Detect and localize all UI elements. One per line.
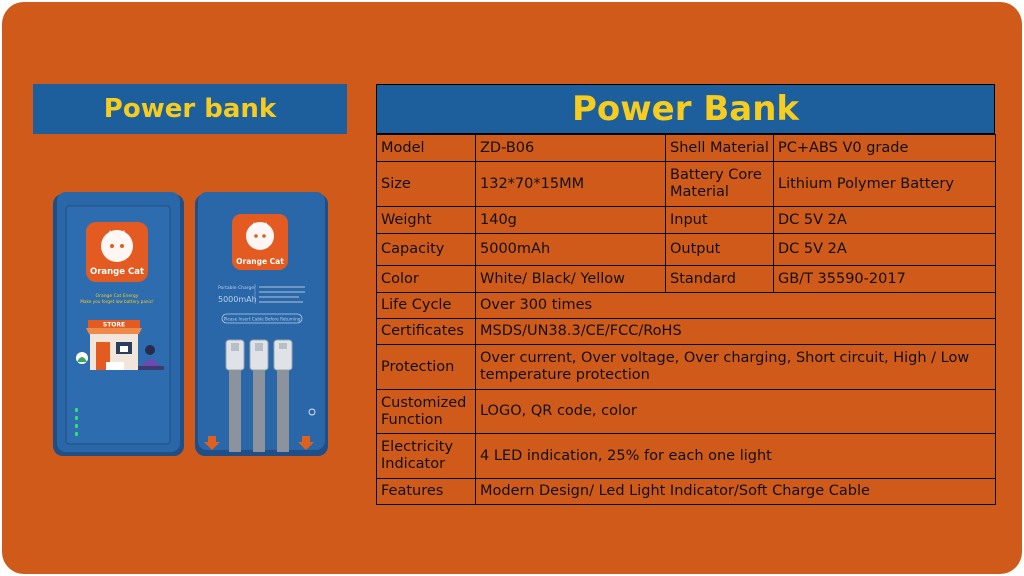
spec-row-features	[377, 479, 996, 505]
spec-value: ZD-B06	[476, 135, 666, 162]
spec-row-customized-function	[377, 390, 996, 434]
spec-value: White/ Black/ Yellow	[476, 266, 666, 293]
spec-label: Input	[666, 207, 774, 234]
spec-label: Capacity	[377, 234, 476, 266]
spec-label: Standard	[666, 266, 774, 293]
spec-value: 132*70*15MM	[476, 162, 666, 207]
front-tagline-2: Make you forget low battery panic!	[80, 299, 154, 304]
spec-label: Shell Material	[666, 135, 774, 162]
power-bank-illustration	[50, 190, 330, 460]
spec-value: 140g	[476, 207, 666, 234]
store-sign-text: STORE	[102, 321, 126, 329]
spec-value: DC 5V 2A	[774, 234, 996, 266]
spec-row-certificates	[377, 319, 996, 345]
spec-label: Customized Function	[377, 390, 476, 434]
spec-table	[376, 134, 996, 505]
spec-row-size	[377, 162, 996, 207]
spec-label: Model	[377, 135, 476, 162]
spec-table-title: Power Bank	[376, 84, 995, 134]
spec-row-color	[377, 266, 996, 293]
spec-value: 5000mAh	[476, 234, 666, 266]
spec-label: Certificates	[377, 319, 476, 345]
spec-value: Modern Design/ Led Light Indicator/Soft Charge Cable	[476, 479, 996, 505]
spec-label: Features	[377, 479, 476, 505]
spec-value: DC 5V 2A	[774, 207, 996, 234]
spec-label: Protection	[377, 345, 476, 390]
spec-value: 4 LED indication, 25% for each one light	[476, 434, 996, 479]
spec-label: Battery Core Material	[666, 162, 774, 207]
front-brand-text: Orange Cat	[89, 267, 145, 277]
spec-value: GB/T 35590-2017	[774, 266, 996, 293]
spec-row-model	[377, 135, 996, 162]
back-notice-text: Please Insert Cable Before Returning	[223, 316, 301, 322]
spec-label: Size	[377, 162, 476, 207]
spec-value: Lithium Polymer Battery	[774, 162, 996, 207]
spec-label: Weight	[377, 207, 476, 234]
spec-value: LOGO, QR code, color	[476, 390, 996, 434]
left-title: Power bank	[33, 84, 347, 134]
cable-connectors	[226, 340, 292, 452]
spec-row-weight	[377, 207, 996, 234]
back-capacity-text: 5000mAh	[218, 295, 257, 304]
spec-value: Over current, Over voltage, Over charging, Short circuit, High / Low temperature protection	[476, 345, 996, 390]
spec-row-protection	[377, 345, 996, 390]
spec-row-electricity-indicator	[377, 434, 996, 479]
spec-row-life-cycle	[377, 293, 996, 319]
front-tagline-1: Orange Cat Energy	[95, 294, 139, 299]
spec-value: Over 300 times	[476, 293, 996, 319]
spec-label: Life Cycle	[377, 293, 476, 319]
spec-value: MSDS/UN38.3/CE/FCC/RoHS	[476, 319, 996, 345]
spec-row-capacity	[377, 234, 996, 266]
back-brand-text: Orange Cat	[236, 257, 284, 266]
power-bank-back	[195, 192, 328, 456]
back-small-label: Portable Charger	[218, 286, 256, 291]
spec-label: Electricity Indicator	[377, 434, 476, 479]
spec-label: Color	[377, 266, 476, 293]
power-bank-front	[53, 192, 184, 456]
spec-label: Output	[666, 234, 774, 266]
spec-value: PC+ABS V0 grade	[774, 135, 996, 162]
